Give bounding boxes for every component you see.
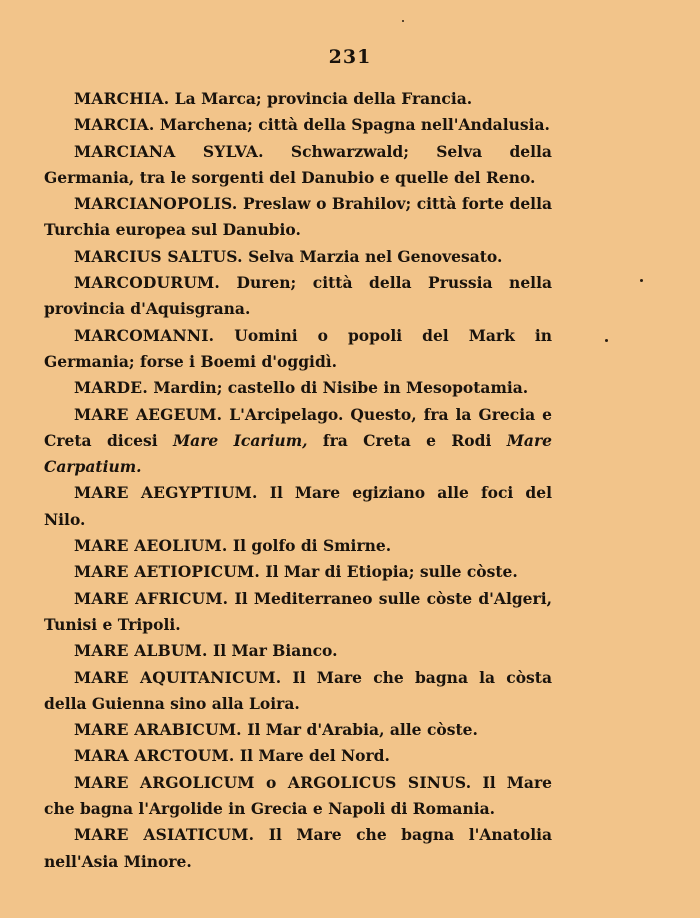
entry-mare-album [44, 638, 552, 664]
entry-mare-aeolium [44, 533, 552, 559]
entry-italic-term: Mare Carpatium. [44, 430, 552, 477]
entry-headword: MARE AETIOPICUM. [74, 562, 260, 582]
entry-headword: MARCODURUM. [74, 273, 221, 293]
entry-definition: Il Mare che bagna l'Argolide in Grecia e Napoli di Romania. [44, 772, 553, 819]
entry-headword: MARA ARCTOUM. [74, 746, 235, 766]
entry-definition: Il Mare egiziano alle foci del Nilo. [44, 483, 552, 529]
entry-definition: Preslaw o Brahilov; città forte della Turchia europea sul Danubio. [44, 194, 553, 240]
entry-marcius-saltus [44, 244, 552, 270]
entry-marchia [44, 86, 552, 112]
entry-headword: MARE ALBUM. [74, 641, 208, 661]
entry-definition: Selva Marzia nel Genovesato. [248, 246, 503, 266]
entry-headword: MARCOMANNI. [74, 325, 215, 345]
entry-headword: MARE AEGEUM. [74, 404, 223, 424]
entry-definition: Il Mare che bagna la còsta della Guienna sino alla Loira. [44, 667, 552, 713]
entry-headword: MARCIANOPOLIS. [74, 194, 238, 214]
entry-definition: L'Arcipelago. Questo, fra la Grecia e Creta dicesi [44, 404, 552, 450]
scan-speck [402, 20, 404, 22]
entry-definition: Il golfo di Smirne. [232, 536, 392, 556]
entry-marcomanni [44, 323, 552, 376]
entry-headword: MARE AFRICUM. [74, 588, 229, 608]
entry-definition: La Marca; provincia della Francia. [174, 89, 473, 108]
entry-mare-arabicum [44, 717, 552, 743]
entry-headword: MARE AQUITANICUM. [74, 667, 282, 687]
entry-headword: MARE AEGYPTIUM. [74, 483, 258, 503]
entry-definition: Il Mar d'Arabia, alle còste. [247, 720, 478, 740]
entry-headword: MARE ARGOLICUM o ARGOLICUS SINUS. [74, 772, 472, 792]
entry-definition: Il Mar di Etiopia; sulle còste. [265, 562, 518, 582]
entry-mare-aegeum [44, 402, 552, 481]
entry-marcianopolis [44, 191, 552, 244]
page-number: 231 [328, 46, 372, 68]
entry-headword: MARE ARABICUM. [74, 720, 242, 740]
entry-definition: Duren; città della Prussia nella provincia d'Aquisgrana. [44, 273, 552, 319]
entry-marde [44, 375, 552, 401]
scan-speck [605, 339, 608, 342]
entry-mare-argolicum [44, 770, 552, 823]
entry-definition: Uomini o popoli del Mark in Germania; forse i Boemi d'oggidì. [44, 325, 552, 371]
entry-italic-term: Mare Icarium, [173, 430, 308, 450]
entry-headword: MARE AEOLIUM. [74, 536, 228, 556]
entry-headword: MARE ASIATICUM. [74, 825, 255, 845]
entry-mare-aegyptium [44, 480, 552, 533]
entry-mare-africum [44, 586, 552, 639]
scan-speck [640, 279, 643, 282]
entry-mara-arctoum [44, 743, 552, 769]
entry-definition: Mardin; castello di Nisibe in Mesopotamia. [153, 378, 529, 398]
entry-headword: MARDE. [74, 378, 148, 398]
entry-headword: MARCHIA. [74, 89, 170, 108]
entry-mare-asiaticum [44, 822, 552, 875]
entry-headword: MARCIANA SYLVA. [74, 141, 264, 161]
entry-mare-aetiopicum [44, 559, 552, 585]
entry-marciana-sylva [44, 139, 552, 192]
entry-definition: Il Mar Bianco. [212, 641, 338, 661]
entry-definition: fra Creta e Rodi [322, 430, 492, 450]
entry-headword: MARCIUS SALTUS. [74, 246, 243, 266]
entry-definition: Il Mare che bagna l'Anatolia nell'Asia Minore. [44, 825, 553, 871]
entry-marcodurum [44, 270, 552, 323]
entry-marcia [44, 112, 552, 138]
entry-headword: MARCIA. [74, 115, 155, 135]
entry-mare-aquitanicum [44, 665, 552, 718]
entry-definition: Il Mediterraneo sulle còste d'Algeri, Tunisi e Tripoli. [44, 588, 552, 634]
entry-definition: Schwarzwald; Selva della Germania, tra le sorgenti del Danubio e quelle del Reno. [44, 141, 552, 187]
dictionary-entries [44, 86, 552, 875]
entry-definition: Il Mare del Nord. [239, 746, 390, 766]
entry-definition: Marchena; città della Spagna nell'Andalusia. [159, 115, 550, 135]
